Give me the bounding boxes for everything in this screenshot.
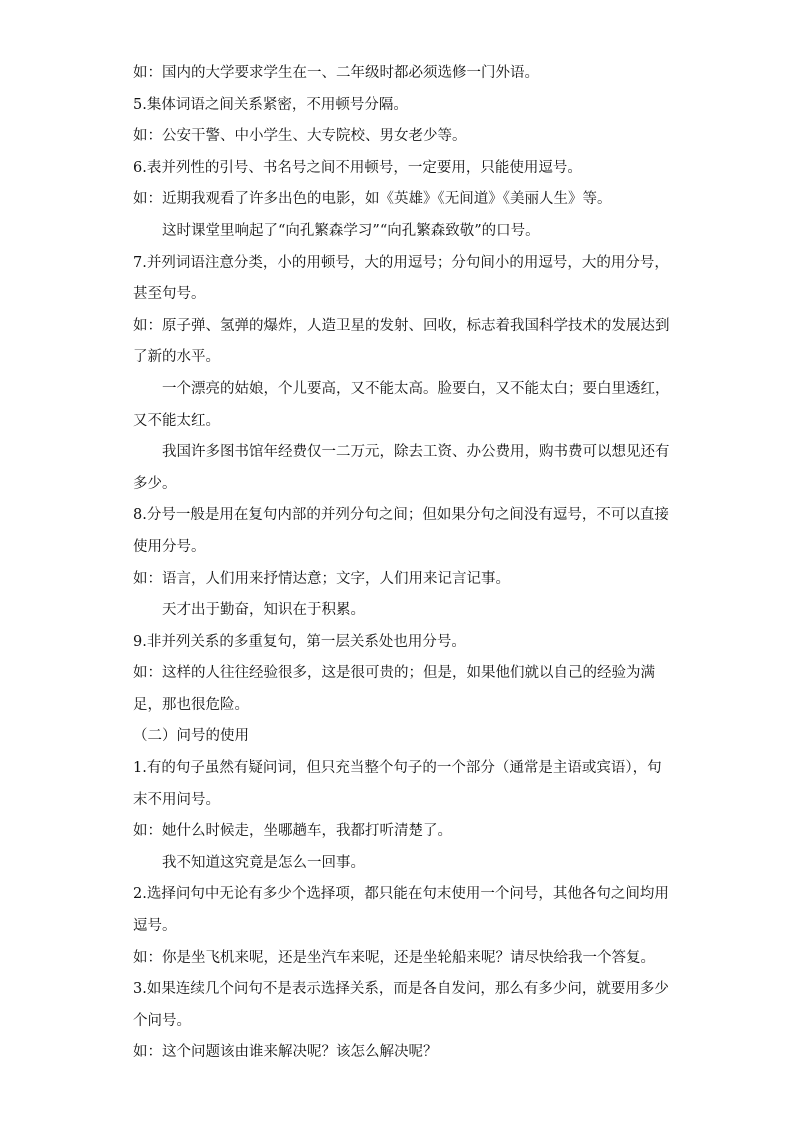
example-paragraph: 天才出于勤奋，知识在于积累。 <box>162 602 365 619</box>
example-paragraph: 一个漂亮的姑娘，个儿要高，又不能太高。脸要白，又不能太白；要白里透红，又不能太红。 <box>133 380 670 429</box>
rule-heading: 7.并列词语注意分类，小的用顿号，大的用逗号；分句间小的用逗号，大的用分号，甚至句号。 <box>133 254 669 303</box>
paragraph: 如：你是坐飞机来呢，还是坐汽车来呢，还是坐轮船来呢？请尽快给我一个答复。 <box>133 949 655 966</box>
rule-heading: 8.分号一般是用在复句内部的并列分句之间；但如果分句之间没有逗号，不可以直接使用分号。 <box>133 507 669 555</box>
rule-heading: 1.有的句子虽然有疑问词，但只充当整个句子的一个部分（通常是主语或宾语），句末不用问号。 <box>133 760 662 808</box>
paragraph: 如：公安干警、中小学生、大专院校、男女老少等。 <box>133 128 467 145</box>
example-paragraph: 这时课堂里响起了“向孔繁森学习”“向孔繁森致敬”的口号。 <box>162 222 540 239</box>
rule-heading: 9.非并列关系的多重复句，第一层关系处也用分号。 <box>133 633 466 650</box>
paragraph: 如：国内的大学要求学生在一、二年级时都必须选修一门外语。 <box>133 65 539 81</box>
section-heading: （二）问号的使用 <box>133 728 249 745</box>
paragraph: 如：她什么时候走，坐哪趟车，我都打听清楚了。 <box>133 823 452 840</box>
paragraph: 如：这样的人往往经验很多，这是很可贵的；但是，如果他们就以自己的经验为满足，那也很危险。 <box>133 665 655 713</box>
paragraph: 如：语言，人们用来抒情达意；文字，人们用来记言记事。 <box>133 570 510 587</box>
paragraph: 如：这个问题该由谁来解决呢？该怎么解决呢？ <box>133 1044 438 1061</box>
rule-heading: 6.表并列性的引号、书名号之间不用顿号，一定要用，只能使用逗号。 <box>133 159 582 176</box>
paragraph: 如：原子弹、氢弹的爆炸，人造卫星的发射、回收，标志着我国科学技术的发展达到了新的水平。 <box>133 317 670 366</box>
document-body <box>133 58 673 1069</box>
rule-heading: 5.集体词语之间关系紧密，不用顿号分隔。 <box>133 96 408 113</box>
paragraph: 如：近期我观看了许多出色的电影，如《英雄》《无间道》《美丽人生》等。 <box>133 191 612 208</box>
example-paragraph: 我国许多图书馆年经费仅一二万元，除去工资、办公费用，购书费可以想见还有多少。 <box>133 444 670 492</box>
rule-heading: 2.选择问句中无论有多少个选择项，都只能在句末使用一个问号，其他各句之间均用逗号。 <box>133 886 669 935</box>
rule-heading: 3.如果连续几个问句不是表示选择关系，而是各自发问，那么有多少问，就要用多少个问号。 <box>133 981 669 1029</box>
example-paragraph: 我不知道这究竟是怎么一回事。 <box>162 854 365 871</box>
